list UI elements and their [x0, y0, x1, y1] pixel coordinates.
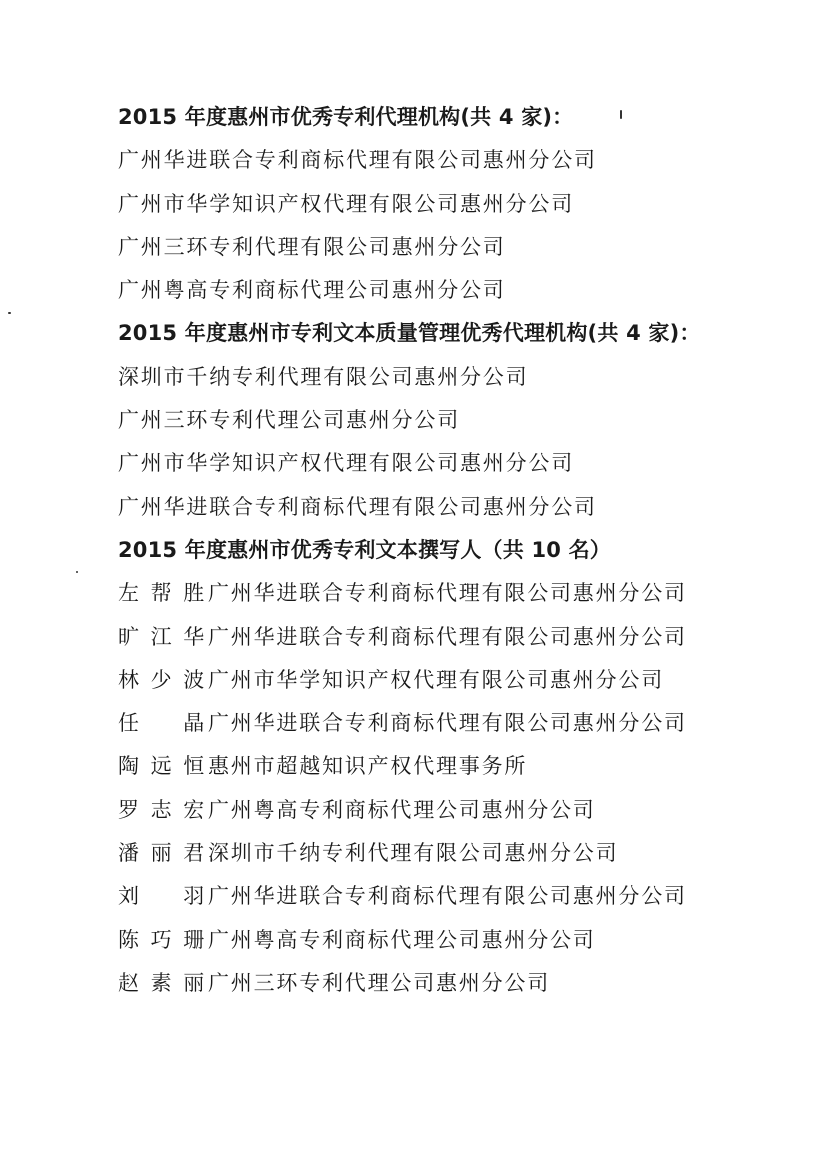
writer-row: [118, 572, 778, 615]
list-item: 广州粤高专利商标代理公司惠州分公司: [118, 278, 506, 303]
writer-organization: 广州华进联合专利商标代理有限公司惠州分公司: [208, 624, 687, 649]
writer-name: 左帮胜: [118, 581, 206, 606]
scan-speck: [8, 312, 11, 314]
writer-organization: 广州华进联合专利商标代理有限公司惠州分公司: [208, 884, 687, 909]
section-heading: 2015 年度惠州市专利文本质量管理优秀代理机构(共 4 家)：: [118, 321, 701, 346]
list-item: 广州市华学知识产权代理有限公司惠州分公司: [118, 191, 574, 216]
writer-name: 陶远恒: [118, 754, 206, 779]
writer-row: [118, 702, 778, 745]
writer-name: 罗志宏: [118, 797, 206, 822]
writer-name: 旷江华: [118, 624, 206, 649]
list-item: 广州华进联合专利商标代理有限公司惠州分公司: [118, 148, 597, 173]
scan-speck: [76, 571, 78, 573]
list-item: 广州华进联合专利商标代理有限公司惠州分公司: [118, 494, 597, 519]
writer-name: 刘羽: [118, 884, 206, 909]
section-heading: 2015 年度惠州市优秀专利代理机构(共 4 家)：: [118, 105, 574, 129]
writer-organization: 广州华进联合专利商标代理有限公司惠州分公司: [208, 711, 687, 736]
document-page: [118, 96, 778, 1005]
writer-organization: 广州华进联合专利商标代理有限公司惠州分公司: [208, 581, 687, 606]
writer-row: [118, 832, 778, 875]
list-item: 广州三环专利代理公司惠州分公司: [118, 408, 460, 433]
section-excellent-agencies: [118, 96, 778, 312]
scan-speck: [620, 110, 622, 119]
writer-row: [118, 789, 778, 832]
writer-name: 赵素丽: [118, 970, 206, 995]
section-excellent-writers: [118, 529, 778, 1005]
writer-name: 林少波: [118, 667, 206, 692]
writer-name: 任晶: [118, 711, 206, 736]
writer-row: [118, 875, 778, 918]
list-item: 广州市华学知识产权代理有限公司惠州分公司: [118, 451, 574, 476]
writer-row: [118, 745, 778, 788]
writer-organization: 广州市华学知识产权代理有限公司惠州分公司: [208, 667, 664, 692]
list-item: 广州三环专利代理有限公司惠州分公司: [118, 234, 506, 259]
section-quality-agencies: [118, 312, 778, 528]
writer-row: [118, 919, 778, 962]
writer-row: [118, 659, 778, 702]
writer-name: 潘丽君: [118, 841, 206, 866]
list-item: 深圳市千纳专利代理有限公司惠州分公司: [118, 364, 529, 389]
writer-organization: 深圳市千纳专利代理有限公司惠州分公司: [208, 841, 619, 866]
writer-organization: 惠州市超越知识产权代理事务所: [208, 754, 528, 779]
writer-organization: 广州粤高专利商标代理公司惠州分公司: [208, 797, 596, 822]
section-heading: 2015 年度惠州市优秀专利文本撰写人（共 10 名）: [118, 537, 612, 562]
writer-organization: 广州三环专利代理公司惠州分公司: [208, 970, 550, 995]
writer-name: 陈巧珊: [118, 927, 206, 952]
writer-organization: 广州粤高专利商标代理公司惠州分公司: [208, 927, 596, 952]
writer-row: [118, 962, 778, 1005]
writer-row: [118, 616, 778, 659]
